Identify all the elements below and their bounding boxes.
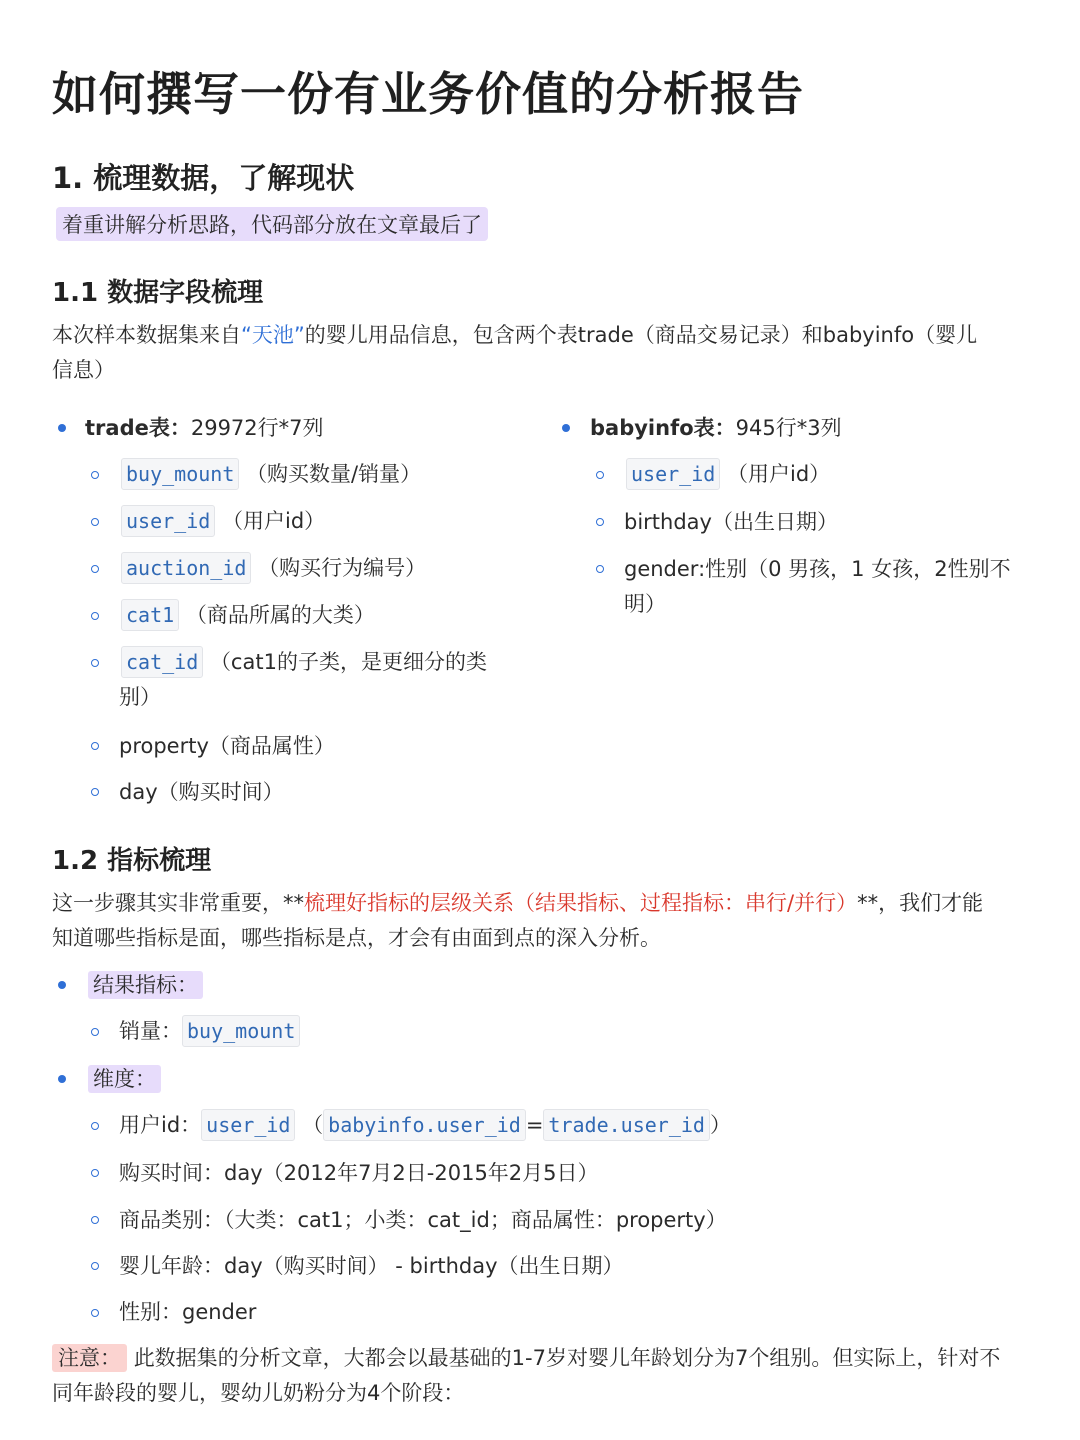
sub-bullet-icon (596, 471, 604, 479)
sub-bullet-icon (91, 1169, 99, 1177)
field-code: cat_id (121, 646, 203, 678)
sales-code: buy_mount (182, 1015, 300, 1047)
metrics-text-post: **，我们才能 (857, 891, 984, 915)
sub-bullet-icon (91, 612, 99, 620)
intro-text-pre: 本次样本数据集来自 (52, 323, 241, 347)
sub-bullet-icon (91, 788, 99, 796)
dimension-sub-item: 婴儿年龄：day（购买时间） - birthday（出生日期） (119, 1254, 624, 1278)
sub-bullet-icon (91, 1309, 99, 1317)
trade-field-item (121, 645, 487, 679)
field-desc-wrap: 别） (119, 685, 161, 709)
tianchi-link[interactable]: “天池” (241, 323, 305, 347)
trade-table-size: 29972行*7列 (190, 416, 324, 440)
result-metric-label: 结果指标： (88, 971, 203, 999)
note-label: 注意： (52, 1344, 127, 1372)
trade-field-item (121, 457, 421, 491)
dimension-sub-item: 商品类别：（大类：cat1；小类：cat_id；商品属性：property） (119, 1208, 727, 1232)
field-code: auction_id (121, 552, 251, 584)
note-text-line2: 同年龄段的婴儿，婴幼儿奶粉分为4个阶段： (52, 1381, 465, 1405)
userid-label: 用户id： (119, 1113, 202, 1137)
join-equals: = (525, 1113, 544, 1137)
sub-bullet-icon (91, 565, 99, 573)
note-paragraph (52, 1341, 1028, 1411)
intro-text-post: 的婴儿用品信息，包含两个表trade（商品交易记录）和babyinfo（婴儿 (304, 323, 978, 347)
field-desc: （商品所属的大类） (185, 603, 375, 627)
paren-close: ） (709, 1113, 731, 1137)
trade-table-item (85, 411, 324, 445)
dimension-sub-item: 购买时间：day（2012年7月2日-2015年2月5日） (119, 1161, 599, 1185)
join-right-code: trade.user_id (543, 1109, 710, 1141)
babyinfo-table-label: babyinfo表： (590, 416, 736, 440)
field-code: user_id (626, 458, 720, 490)
note-text: 此数据集的分析文章，大都会以最基础的1-7岁对婴儿年龄划分为7个组别。但实际上，针对不 (133, 1346, 1001, 1370)
metrics-text-line2: 知道哪些指标是面，哪些指标是点，才会有由面到点的深入分析。 (52, 926, 661, 950)
babyinfo-field-item: gender:性别（0 男孩，1 女孩，2性别不 (624, 557, 1011, 581)
babyinfo-field-wrap: 明） (624, 592, 666, 616)
trade-table-label: trade表： (85, 416, 191, 440)
sales-metric-item (119, 1014, 300, 1048)
join-left-code: babyinfo.user_id (323, 1109, 526, 1141)
bullet-dot-icon (58, 424, 66, 432)
dimension-label: 维度： (88, 1065, 161, 1093)
babyinfo-table-item (590, 411, 842, 445)
sub-bullet-icon (91, 1216, 99, 1224)
sub-bullet-icon (91, 1028, 99, 1036)
sub-bullet-icon (91, 742, 99, 750)
babyinfo-field-item (626, 457, 830, 491)
babyinfo-table-size: 945行*3列 (735, 416, 842, 440)
sub-bullet-icon (596, 518, 604, 526)
trade-field-item (121, 551, 426, 585)
metrics-text-emphasis: 梳理好指标的层级关系（结果指标、过程指标：串行/并行） (304, 891, 858, 915)
metrics-text-pre: 这一步骤其实非常重要，** (52, 891, 304, 915)
intro-paragraph (52, 318, 1028, 388)
sub-bullet-icon (91, 518, 99, 526)
field-desc: （cat1的子类，是更细分的类 (209, 650, 487, 674)
trade-field-item: property（商品属性） (119, 734, 335, 758)
trade-field-item (121, 598, 375, 632)
section-1-1-heading: 1.1 数据字段梳理 (52, 278, 264, 308)
sub-bullet-icon (91, 659, 99, 667)
field-code: buy_mount (121, 458, 239, 490)
field-desc: （购买行为编号） (258, 556, 427, 580)
field-desc: （用户id） (726, 462, 831, 486)
highlight-callout: 着重讲解分析思路，代码部分放在文章最后了 (56, 207, 488, 241)
section-1-2-heading: 1.2 指标梳理 (52, 846, 212, 876)
sales-label: 销量： (119, 1019, 182, 1043)
dimension-sub-item: 性别：gender (119, 1300, 257, 1324)
sub-bullet-icon (596, 565, 604, 573)
sub-bullet-icon (91, 471, 99, 479)
page-title: 如何撰写一份有业务价值的分析报告 (52, 67, 804, 121)
dimension-item (88, 1062, 161, 1096)
metrics-paragraph (52, 886, 1028, 956)
field-desc: （购买数量/销量） (246, 462, 422, 486)
userid-dimension-item (119, 1108, 731, 1142)
bullet-dot-icon (58, 981, 66, 989)
field-code: cat1 (121, 599, 179, 631)
field-desc: （用户id） (221, 509, 326, 533)
sub-bullet-icon (91, 1262, 99, 1270)
intro-text-line2: 信息） (52, 358, 115, 382)
paren-open: （ (302, 1113, 324, 1137)
babyinfo-field-item: birthday（出生日期） (624, 510, 838, 534)
sub-bullet-icon (91, 1122, 99, 1130)
bullet-dot-icon (58, 1075, 66, 1083)
bullet-dot-icon (562, 424, 570, 432)
result-metric-item (88, 968, 203, 1002)
section-1-heading: 1. 梳理数据，了解现状 (52, 161, 355, 195)
field-code: user_id (121, 505, 215, 537)
trade-field-item: day（购买时间） (119, 780, 284, 804)
trade-field-item (121, 504, 325, 538)
userid-code: user_id (201, 1109, 295, 1141)
